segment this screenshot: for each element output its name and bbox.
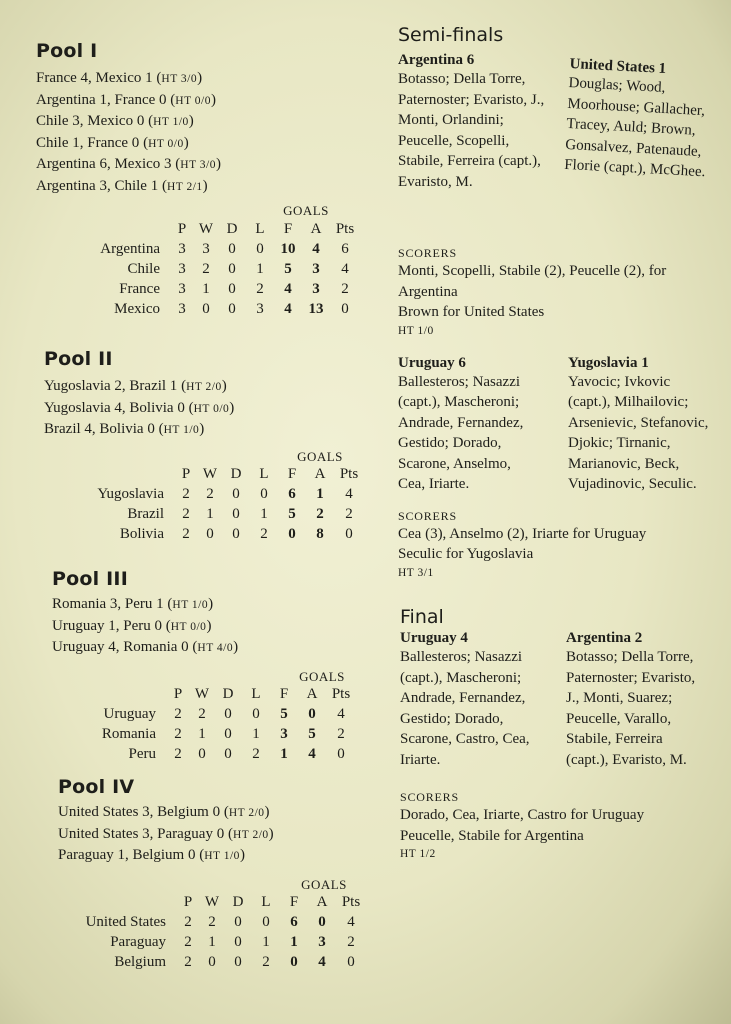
- text-line: Vujadinovic, Seculic.: [568, 476, 697, 492]
- stat-pts: 2: [337, 726, 345, 742]
- text-line: Cea (3), Anselmo (2), Iriarte for Uruguay: [398, 525, 647, 542]
- column-header: Pts: [331, 686, 351, 702]
- text-line: Cea, Iriarte.: [398, 476, 470, 492]
- team2-name: Yugoslavia 1: [568, 354, 649, 371]
- stat-w: 2: [198, 706, 206, 722]
- halftime-score: HT 1/0: [204, 850, 240, 862]
- match-score: Chile 3, Mexico 0: [36, 113, 145, 129]
- stat-w: 2: [202, 260, 210, 277]
- stat-p: 3: [178, 240, 186, 257]
- text-line: Ballesteros; Nasazzi: [398, 373, 521, 390]
- stat-d: 0: [232, 526, 240, 542]
- semi-finals-title: Semi-finals: [398, 24, 504, 46]
- pool-2-section: [44, 348, 374, 545]
- match-result: Argentina 3, Chile 1 (HT 2/1): [36, 177, 208, 194]
- team2-name: United States 1: [569, 56, 667, 78]
- goals-label: GOALS: [299, 668, 345, 684]
- halftime-score: HT 2/0: [232, 828, 269, 841]
- column-header: F: [289, 894, 299, 910]
- team-header-blank: [62, 893, 176, 913]
- table-header-row: [52, 685, 356, 705]
- stat-l: 3: [256, 300, 264, 317]
- stat-w: 1: [208, 934, 216, 950]
- results-list: [52, 594, 382, 659]
- pool-1-section: [36, 40, 366, 319]
- match-score: Uruguay 4, Romania 0: [52, 639, 189, 655]
- stat-a: 5: [308, 726, 316, 742]
- match-result: Chile 3, Mexico 0 (HT 1/0): [36, 113, 194, 129]
- table-row: [52, 725, 356, 745]
- final-match: [400, 630, 730, 766]
- scorers-label: SCORERS: [398, 508, 457, 523]
- match-result: Uruguay 4, Romania 0 (HT 4/0): [52, 639, 239, 655]
- column-header: P: [177, 220, 187, 237]
- column-header: F: [279, 686, 289, 702]
- semi-final-2: [398, 355, 728, 495]
- stat-d: 0: [228, 240, 236, 257]
- match-result: Argentina 1, France 0 (HT 0/0): [36, 91, 216, 108]
- stat-w: 0: [206, 526, 214, 542]
- stat-f: 3: [280, 726, 288, 742]
- text-line: (capt.), Milhailovic;: [568, 394, 689, 410]
- text-line: Peucelle, Stabile for Argentina: [400, 827, 584, 844]
- stat-f: 5: [288, 506, 296, 522]
- stat-pts: 2: [341, 280, 349, 297]
- stat-a: 3: [318, 934, 326, 950]
- column-header: A: [314, 466, 326, 482]
- stat-d: 0: [228, 260, 236, 277]
- stat-pts: 0: [341, 300, 349, 317]
- team-name: Peru: [128, 746, 156, 762]
- stat-d: 0: [228, 300, 236, 317]
- team-name: Chile: [127, 260, 160, 277]
- table-row: [62, 913, 366, 933]
- text-line: Argentina: [398, 283, 458, 300]
- match-result: France 4, Mexico 1 (HT 3/0): [36, 70, 203, 86]
- stat-f: 1: [290, 934, 298, 950]
- text-line: Peucelle, Scopelli,: [398, 132, 510, 149]
- stat-a: 3: [312, 280, 320, 297]
- table-row: [56, 299, 360, 319]
- text-line: Botasso; Della Torre,: [566, 649, 694, 665]
- team2-lineup: [568, 372, 728, 495]
- text-line: Brown for United States: [398, 304, 545, 320]
- halftime-score: HT 1/0: [398, 324, 434, 337]
- text-line: Monti, Orlandini;: [398, 112, 504, 128]
- stat-p: 2: [184, 934, 192, 950]
- table-row: [52, 745, 356, 765]
- match-score: United States 3, Belgium 0: [58, 804, 221, 820]
- goals-label: GOALS: [283, 203, 329, 218]
- text-line: (capt.), Evaristo, M.: [566, 751, 687, 768]
- team-name: Paraguay: [110, 934, 166, 950]
- stat-l: 0: [256, 240, 264, 257]
- pool-title: Pool I: [36, 40, 98, 62]
- table-row: [56, 279, 360, 299]
- text-line: Ballesteros; Nasazzi: [400, 649, 523, 665]
- semi-finals-section: [398, 24, 728, 579]
- halftime-score: HT 0/0: [170, 620, 207, 633]
- stat-a: 4: [312, 240, 320, 257]
- stat-a: 8: [316, 526, 324, 542]
- results-list: [58, 802, 388, 867]
- stat-p: 2: [184, 954, 192, 970]
- stat-w: 1: [198, 726, 206, 742]
- text-line: Dorado, Cea, Iriarte, Castro for Uruguay: [400, 807, 645, 823]
- table-header-row: [60, 465, 364, 485]
- standings-table: [52, 685, 356, 765]
- halftime-score: HT 0/0: [148, 137, 184, 150]
- team1-lineup: [398, 69, 568, 192]
- column-header: W: [194, 686, 210, 702]
- halftime-score: HT 3/1: [398, 566, 434, 579]
- goals-label: GOALS: [301, 876, 347, 892]
- match-score: Paraguay 1, Belgium 0: [58, 847, 196, 863]
- team-name: Mexico: [114, 300, 160, 317]
- stat-l: 1: [252, 726, 260, 742]
- stat-f: 6: [290, 914, 298, 930]
- stat-f: 0: [290, 954, 298, 970]
- match-result: Uruguay 1, Peru 0 (HT 0/0): [52, 617, 212, 634]
- scorers-list: [398, 261, 728, 323]
- text-line: Scarone, Anselmo,: [398, 455, 511, 472]
- table-row: [62, 933, 366, 953]
- stat-f: 5: [284, 260, 292, 277]
- stat-pts: 0: [337, 746, 345, 762]
- team-name: Argentina: [100, 240, 160, 257]
- team1-lineup: [398, 372, 568, 495]
- stat-d: 0: [234, 914, 242, 930]
- stat-a: 4: [308, 746, 316, 762]
- stat-l: 2: [256, 280, 264, 297]
- column-header: P: [181, 466, 191, 482]
- column-header: L: [255, 220, 265, 237]
- text-line: Gestido; Dorado,: [398, 435, 502, 451]
- text-line: Arsenievic, Stefanovic,: [568, 414, 709, 431]
- stat-a: 0: [308, 706, 316, 722]
- match-result: Yugoslavia 4, Bolivia 0 (HT 0/0): [44, 399, 235, 416]
- team2-lineup: [564, 73, 729, 184]
- stat-l: 1: [262, 934, 270, 950]
- team-header-blank: [60, 465, 174, 485]
- text-line: Gonsalvez, Patenaude,: [564, 136, 702, 160]
- stat-w: 0: [208, 954, 216, 970]
- scorers-list: [400, 805, 730, 846]
- results-list: [36, 68, 366, 197]
- stat-l: 1: [256, 260, 264, 277]
- stat-p: 2: [174, 706, 182, 722]
- team2-lineup: [566, 647, 730, 770]
- stat-a: 1: [316, 486, 324, 502]
- column-header: P: [173, 686, 183, 702]
- match-score: Chile 1, France 0: [36, 134, 140, 151]
- column-header: Pts: [339, 466, 359, 482]
- stat-w: 0: [202, 300, 210, 317]
- team2-name: Argentina 2: [566, 630, 643, 646]
- stat-pts: 2: [347, 934, 355, 950]
- column-header: L: [251, 686, 261, 702]
- text-line: Scarone, Castro, Cea,: [400, 731, 530, 747]
- stat-d: 0: [224, 726, 232, 742]
- text-line: Seculic for Yugoslavia: [398, 546, 534, 562]
- table-row: [52, 705, 356, 725]
- standings-table: [62, 893, 366, 973]
- stat-w: 3: [202, 240, 210, 257]
- text-line: (capt.), Mascheroni;: [400, 669, 522, 686]
- match-score: Yugoslavia 4, Bolivia 0: [44, 399, 185, 416]
- text-line: Iriarte.: [400, 751, 441, 768]
- team-name: France: [119, 280, 160, 297]
- column-header: D: [226, 220, 238, 237]
- final-title: Final: [400, 606, 444, 628]
- stat-l: 2: [252, 746, 260, 762]
- text-line: Douglas; Wood,: [568, 74, 666, 97]
- stat-f: 5: [280, 706, 288, 722]
- text-line: Peucelle, Varallo,: [566, 710, 672, 727]
- stat-w: 2: [206, 486, 214, 502]
- match-result: Argentina 6, Mexico 3 (HT 3/0): [36, 156, 221, 172]
- stat-p: 2: [184, 914, 192, 930]
- column-header: W: [198, 220, 214, 237]
- team1-name: Argentina 6: [398, 52, 475, 68]
- match-score: France 4, Mexico 1: [36, 70, 153, 86]
- column-header: F: [283, 220, 293, 237]
- stat-pts: 0: [347, 954, 355, 970]
- scorers-label: SCORERS: [400, 790, 459, 804]
- team-header-blank: [52, 685, 166, 705]
- stat-d: 0: [232, 486, 240, 502]
- column-header: L: [259, 466, 269, 482]
- column-header: A: [310, 220, 322, 237]
- stat-pts: 4: [341, 260, 349, 277]
- stat-p: 2: [182, 486, 190, 502]
- stat-p: 2: [174, 746, 182, 762]
- team1-lineup: [400, 647, 570, 770]
- text-line: Monti, Scopelli, Stabile (2), Peucelle (2), for: [398, 263, 667, 279]
- stat-p: 2: [182, 526, 190, 542]
- halftime-score: HT 3/0: [180, 159, 216, 171]
- match-score: Argentina 3, Chile 1: [36, 177, 159, 194]
- halftime-score: HT 0/0: [175, 94, 211, 107]
- stat-a: 0: [318, 914, 326, 930]
- stat-l: 0: [252, 706, 260, 722]
- team-name: Romania: [101, 726, 156, 742]
- match-result: Romania 3, Peru 1 (HT 1/0): [52, 596, 214, 612]
- column-header: A: [306, 686, 318, 702]
- standings-table: [60, 465, 364, 545]
- stat-pts: 2: [345, 506, 353, 522]
- pool-title: Pool II: [44, 348, 113, 370]
- column-header: F: [287, 466, 297, 482]
- stat-l: 1: [260, 506, 268, 522]
- table-row: [56, 239, 360, 259]
- stat-l: 0: [262, 914, 270, 930]
- semi-final-1: [398, 52, 728, 222]
- pool-title: Pool IV: [58, 776, 135, 798]
- column-header: A: [316, 894, 328, 910]
- match-result: United States 3, Belgium 0 (HT 2/0): [58, 804, 270, 820]
- text-line: Stabile, Ferreira: [566, 731, 663, 747]
- stat-a: 4: [318, 954, 326, 970]
- scorers-list: [398, 524, 728, 565]
- match-score: Yugoslavia 2, Brazil 1: [44, 378, 178, 394]
- stat-f: 10: [280, 240, 296, 257]
- stat-p: 2: [174, 726, 182, 742]
- text-line: (capt.), Mascheroni;: [398, 394, 520, 410]
- stat-p: 3: [178, 280, 186, 297]
- stat-d: 0: [232, 506, 240, 522]
- halftime-score: HT 1/0: [153, 116, 189, 128]
- stat-pts: 4: [337, 706, 345, 722]
- team-header-blank: [56, 219, 170, 239]
- match-result: Paraguay 1, Belgium 0 (HT 1/0): [58, 847, 245, 863]
- column-header: Pts: [335, 220, 355, 237]
- stat-d: 0: [224, 746, 232, 762]
- pool-title: Pool III: [52, 568, 128, 590]
- halftime-score: HT 0/0: [193, 402, 230, 415]
- team-name: Yugoslavia: [97, 486, 164, 502]
- stat-d: 0: [234, 954, 242, 970]
- stat-f: 0: [288, 526, 296, 542]
- pool-3-section: [52, 568, 382, 765]
- match-result: Yugoslavia 2, Brazil 1 (HT 2/0): [44, 378, 227, 394]
- table-row: [56, 259, 360, 279]
- text-line: Botasso; Della Torre,: [398, 71, 526, 87]
- text-line: Marianovic, Beck,: [568, 455, 680, 472]
- pool-4-section: [58, 776, 388, 973]
- match-score: Uruguay 1, Peru 0: [52, 617, 162, 634]
- table-header-row: [62, 893, 366, 913]
- stat-a: 2: [316, 506, 324, 522]
- text-line: Gestido; Dorado,: [400, 710, 504, 727]
- final-section: [400, 606, 730, 860]
- team-name: United States: [85, 914, 166, 930]
- column-header: Pts: [341, 894, 361, 910]
- table-row: [60, 525, 364, 545]
- column-header: W: [202, 466, 218, 482]
- table-row: [62, 953, 366, 973]
- match-result: Chile 1, France 0 (HT 0/0): [36, 134, 189, 151]
- stat-pts: 4: [345, 486, 353, 502]
- match-result: Brazil 4, Bolivia 0 (HT 1/0): [44, 421, 205, 437]
- column-header: D: [230, 466, 242, 482]
- match-score: Argentina 6, Mexico 3: [36, 156, 172, 172]
- text-line: Paternoster; Evaristo, J.,: [398, 91, 545, 108]
- stat-pts: 4: [347, 914, 355, 930]
- match-score: Argentina 1, France 0: [36, 91, 167, 108]
- halftime-score: HT 2/0: [228, 807, 265, 819]
- text-line: Andrade, Fernandez,: [400, 690, 526, 706]
- halftime-score: HT 1/2: [400, 848, 436, 860]
- column-header: L: [261, 894, 271, 910]
- stat-p: 3: [178, 300, 186, 317]
- team-name: Uruguay: [103, 706, 156, 722]
- column-header: D: [232, 894, 244, 910]
- table-header-row: [56, 219, 360, 239]
- halftime-score: HT 1/0: [163, 424, 200, 436]
- stat-p: 3: [178, 260, 186, 277]
- stat-w: 1: [206, 506, 214, 522]
- scorers-label: SCORERS: [398, 246, 457, 260]
- text-line: Moorhouse; Gallacher,: [567, 95, 706, 119]
- column-header: D: [222, 686, 234, 702]
- stat-a: 3: [312, 260, 320, 277]
- stat-d: 0: [224, 706, 232, 722]
- table-row: [60, 505, 364, 525]
- text-line: Florie (capt.), McGhee.: [563, 156, 706, 181]
- stat-p: 2: [182, 506, 190, 522]
- stat-f: 6: [288, 486, 296, 502]
- stat-l: 0: [260, 486, 268, 502]
- text-line: J., Monti, Suarez;: [566, 690, 673, 706]
- text-line: Stabile, Ferreira (capt.),: [398, 153, 541, 169]
- text-line: Tracey, Auld; Brown,: [566, 115, 696, 139]
- stat-d: 0: [234, 934, 242, 950]
- stat-w: 2: [208, 914, 216, 930]
- team-name: Bolivia: [119, 526, 164, 542]
- team-name: Belgium: [114, 954, 166, 970]
- stat-f: 1: [280, 746, 288, 762]
- text-line: Yavocic; Ivkovic: [568, 373, 671, 390]
- goals-label: GOALS: [297, 448, 343, 464]
- match-score: Brazil 4, Bolivia 0: [44, 421, 155, 437]
- text-line: Djokic; Tirnanic,: [568, 435, 671, 451]
- text-line: Paternoster; Evaristo,: [566, 669, 696, 686]
- halftime-score: HT 1/0: [172, 599, 209, 611]
- stat-f: 4: [284, 280, 292, 297]
- match-score: Romania 3, Peru 1: [52, 596, 164, 612]
- halftime-score: HT 4/0: [197, 642, 234, 654]
- stat-a: 13: [308, 300, 324, 317]
- column-header: P: [183, 894, 193, 910]
- text-line: Andrade, Fernandez,: [398, 414, 524, 431]
- stat-f: 4: [284, 300, 292, 317]
- table-row: [60, 485, 364, 505]
- results-list: [44, 376, 374, 441]
- text-line: Evaristo, M.: [398, 173, 473, 190]
- stat-pts: 0: [345, 526, 353, 542]
- stat-l: 2: [262, 954, 270, 970]
- team1-name: Uruguay 6: [398, 354, 466, 371]
- match-score: United States 3, Paraguay 0: [58, 825, 225, 842]
- halftime-score: HT 2/1: [166, 180, 203, 193]
- halftime-score: HT 2/0: [186, 381, 222, 393]
- team1-name: Uruguay 4: [400, 630, 468, 646]
- team-name: Brazil: [127, 506, 164, 522]
- stat-d: 0: [228, 280, 236, 297]
- match-result: United States 3, Paraguay 0 (HT 2/0): [58, 825, 274, 842]
- stat-w: 1: [202, 280, 210, 297]
- column-header: W: [204, 894, 220, 910]
- stat-pts: 6: [341, 240, 349, 257]
- stat-l: 2: [260, 526, 268, 542]
- standings-table: [56, 219, 360, 319]
- stat-w: 0: [198, 746, 206, 762]
- halftime-score: HT 3/0: [161, 73, 198, 85]
